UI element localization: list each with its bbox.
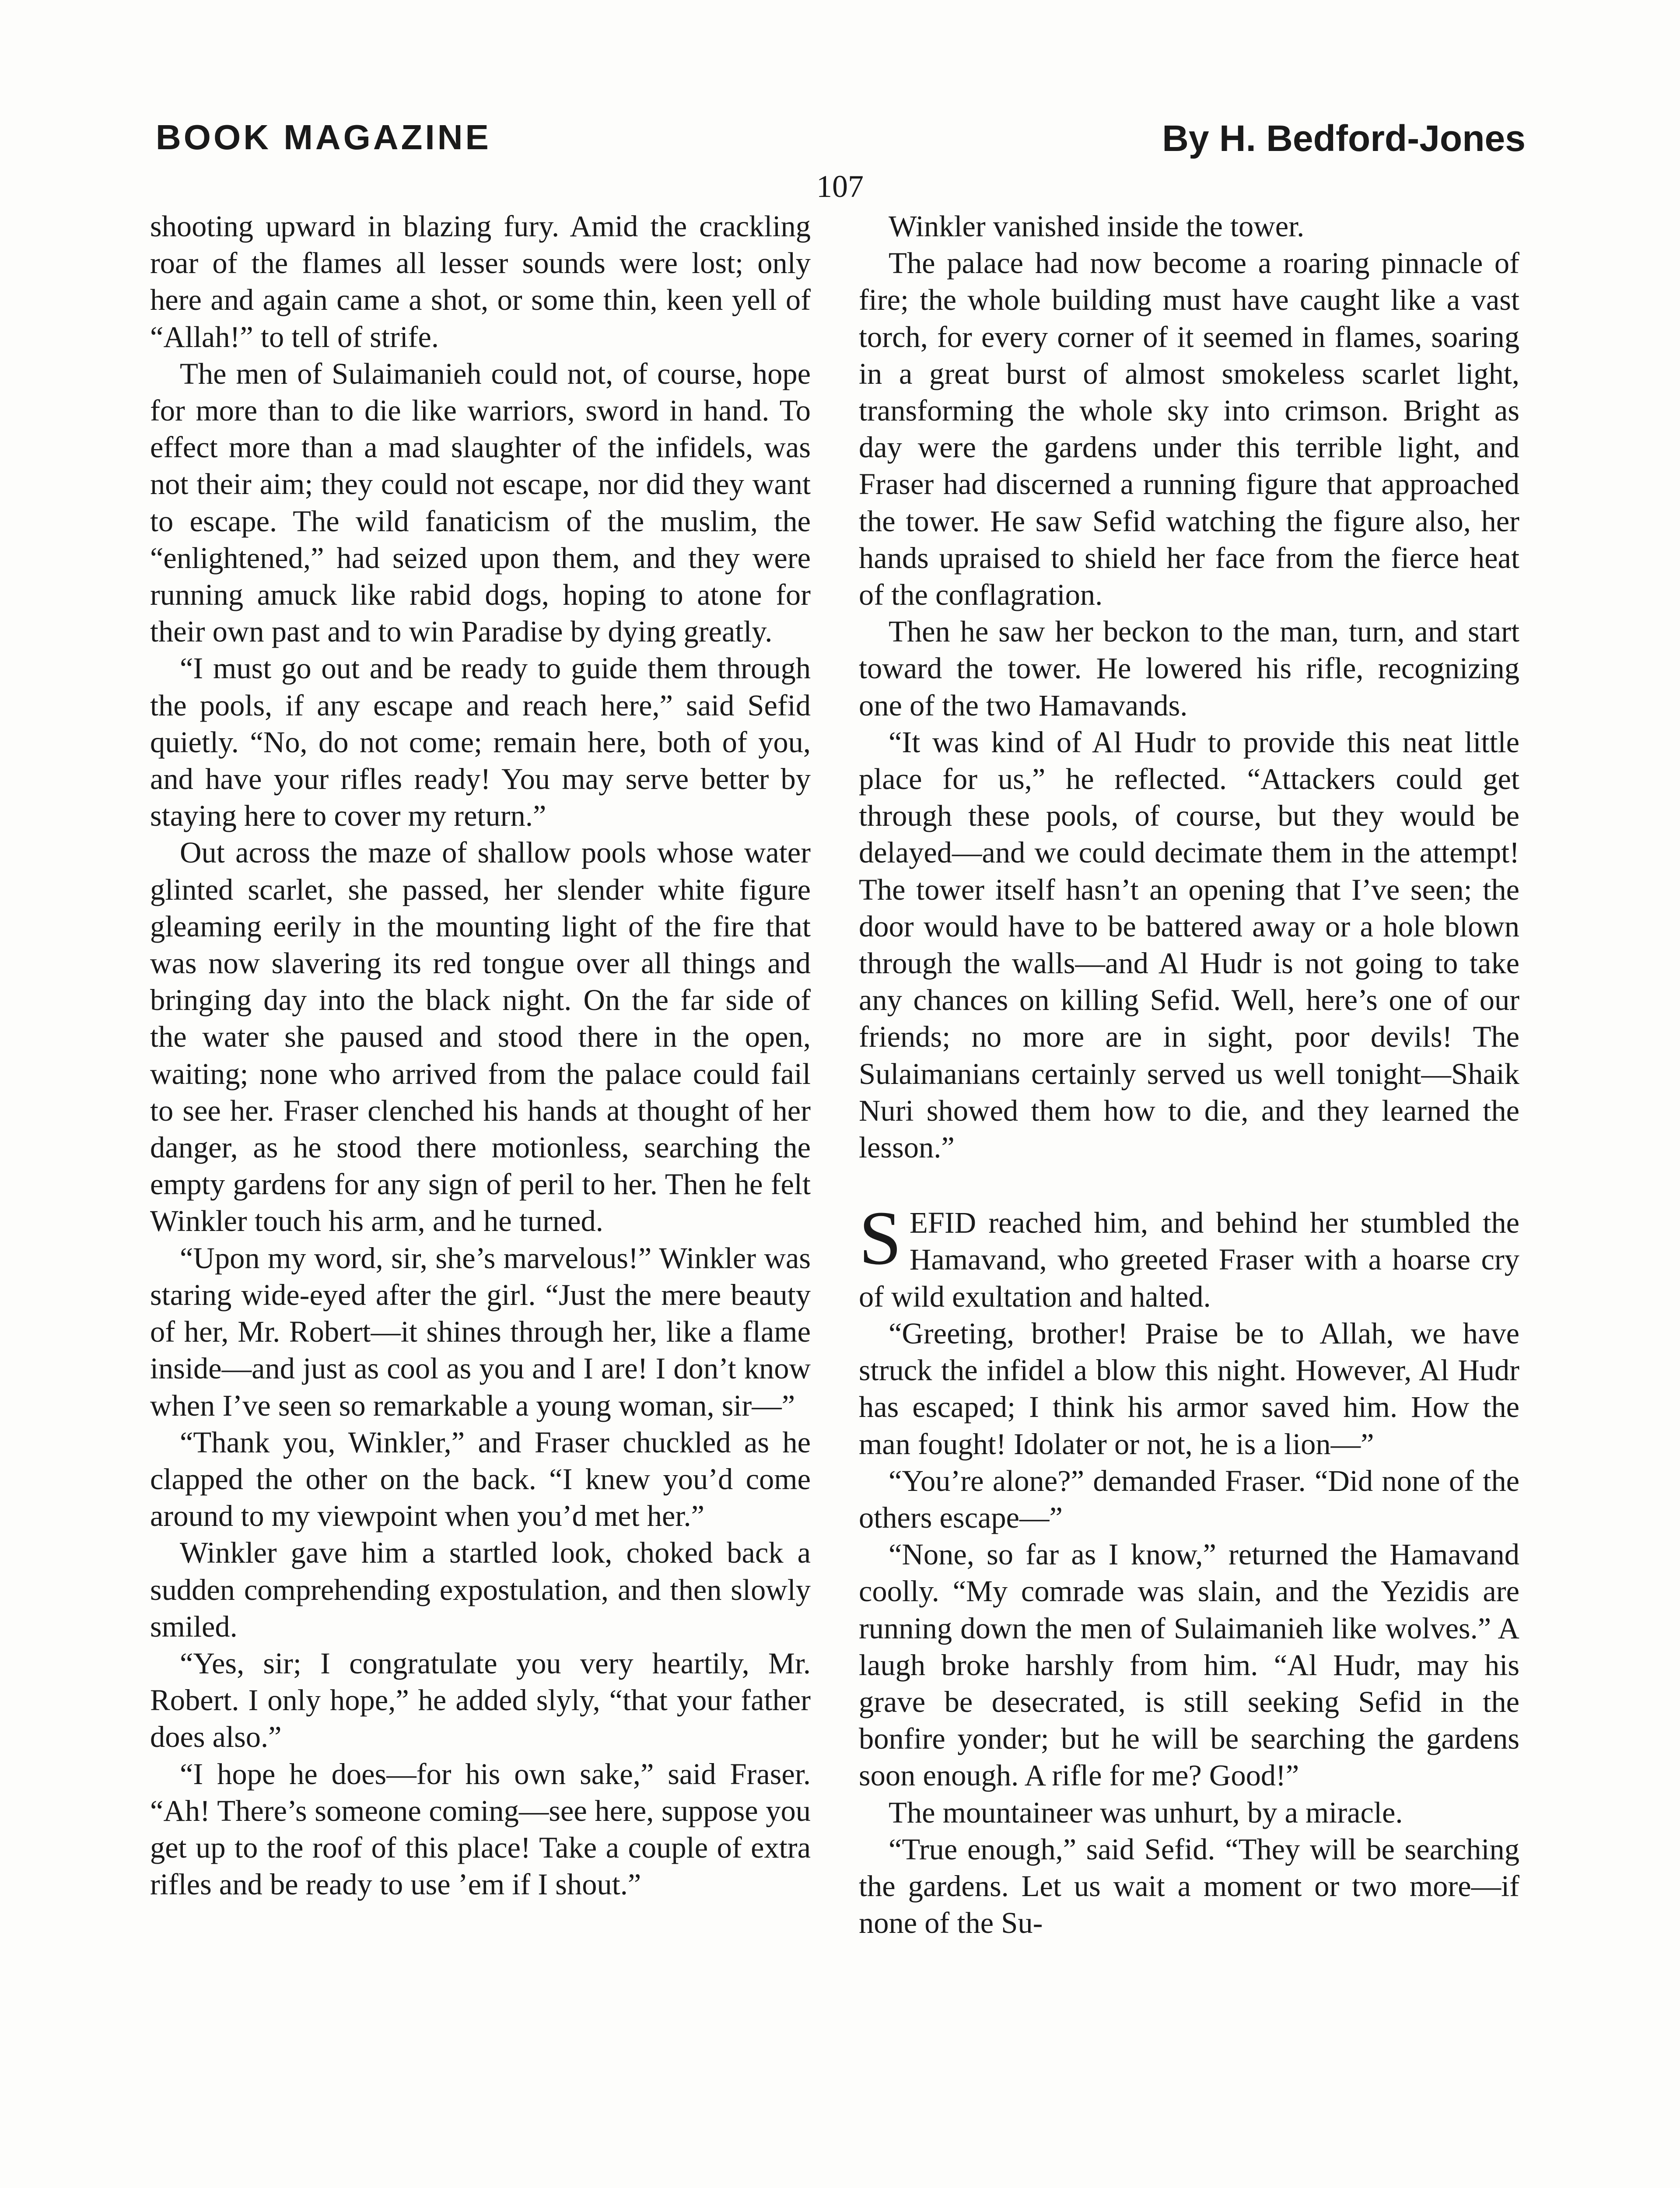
paragraph-text: reached him, and behind her stumbled the Hamavand, who greeted Fraser with a hoarse cry of wild exultation and halted.: [859, 1206, 1519, 1313]
paragraph: “Yes, sir; I congratulate you very heartily, Mr. Robert. I only hope,” he added slyly, “that your father does also.”: [150, 1646, 811, 1754]
running-header-author: By H. Bedford-Jones: [1162, 118, 1526, 159]
paragraph: Winkler vanished inside the tower.: [889, 210, 1305, 243]
drop-cap-initial: S: [859, 1196, 902, 1281]
paragraph: The mountaineer was unhurt, by a miracle.: [889, 1795, 1403, 1829]
paragraph: “None, so far as I know,” returned the Hamavand coolly. “My comrade was slain, and the Yezidis are running down the men of Sulaimanieh like wolves.” A laugh broke harshly from him. “Al Hudr, may his grave be desecrated, is still seeking Sefid in the bonfire yonder; but he will be searching the gardens soon enough. A rifle for me? Good!”: [859, 1538, 1519, 1792]
paragraph: “I hope he does—for his own sake,” said Fraser. “Ah! There’s someone coming—see here, suppose you get up to the roof of this place! Take a couple of extra rifles and be ready to use ’em if I shout.”: [150, 1757, 811, 1901]
drop-cap-lead-word: EFID: [909, 1206, 976, 1240]
paragraph: “It was kind of Al Hudr to provide this neat little place for us,” he reflected. “Attackers could get through these pools, of course, but they would be delayed—and we could decimate them in the attempt! The tower itself hasn’t an opening that I’ve seen; the door would have to be battered away or a hole blown through the walls—and Al Hudr is not going to take any chances on killing Sefid. Well, here’s one of our friends; no more are in sight, poor devils! The Sulaimanians certainly served us well tonight—Shaik Nuri showed them how to die, and they learned the lesson.”: [859, 725, 1519, 1164]
paragraph: “Upon my word, sir, she’s marvelous!” Winkler was staring wide-eyed after the girl. “Just the mere beauty of her, Mr. Robert—it shines through her, like a flame inside—and just as cool as you and I are! I don’t know when I’ve seen so remarkable a young woman, sir—”: [150, 1241, 811, 1422]
paragraph: Out across the maze of shallow pools whose water glinted scarlet, she passed, her slender white figure gleaming eerily in the mounting light of the fire that was now slavering its red tongue over all things and bringing day into the black night. On the far side of the water she paused and stood there in the open, waiting; none who arrived from the palace could fail to see her. Fraser clenched his hands at thought of her danger, as he stood there motionless, searching the empty gardens for any sign of peril to her. Then he felt Winkler touch his arm, and he turned.: [150, 836, 811, 1238]
paragraph: “True enough,” said Sefid. “They will be searching the gardens. Let us wait a moment or two more—if none of the Su-: [859, 1832, 1519, 1940]
paragraph: “Greeting, brother! Praise be to Allah, we have struck the infidel a blow this night. However, Al Hudr has escaped; I think his armor saved him. How the man fought! Idolater or not, he is a lion—”: [859, 1316, 1519, 1461]
right-text-column: [859, 208, 1519, 1941]
paragraph: shooting upward in blazing fury. Amid the crackling roar of the flames all lesser sounds were lost; only here and again came a shot, or some thin, keen yell of “Allah!” to tell of strife.: [150, 210, 811, 354]
page-number: 107: [816, 169, 864, 204]
left-text-column: [150, 208, 811, 1903]
paragraph: Then he saw her beckon to the man, turn, and start toward the tower. He lowered his rifle, recognizing one of the two Hamavands.: [859, 615, 1519, 722]
paragraph: “I must go out and be ready to guide them through the pools, if any escape and reach here,” said Sefid quietly. “No, do not come; remain here, both of you, and have your rifles ready! You may serve better by staying here to cover my return.”: [150, 652, 811, 833]
paragraph: The men of Sulaimanieh could not, of course, hope for more than to die like warriors, sword in hand. To effect more than a mad slaughter of the infidels, was not their aim; they could not escape, nor did they want to escape. The wild fanaticism of the muslim, the “enlightened,” had seized upon them, and they were running amuck like rabid dogs, hoping to atone for their own past and to win Paradise by dying greatly.: [150, 357, 811, 649]
section-opening-paragraph: [859, 1196, 1519, 1315]
paragraph: Winkler gave him a startled look, choked back a sudden comprehending expostulation, and then slowly smiled.: [150, 1536, 811, 1643]
running-header-publication: BOOK MAGAZINE: [156, 118, 491, 157]
paragraph: “Thank you, Winkler,” and Fraser chuckled as he clapped the other on the back. “I knew you’d come around to my viewpoint when you’d met her.”: [150, 1425, 811, 1533]
paragraph: “You’re alone?” demanded Fraser. “Did none of the others escape—”: [859, 1464, 1519, 1534]
paragraph: The palace had now become a roaring pinnacle of fire; the whole building must have caught like a vast torch, for every corner of it seemed in flames, soaring in a great burst of almost smokeless scarlet light, transforming the whole sky into crimson. Bright as day were the gardens under this terrible light, and Fraser had discerned a running figure that approached the tower. He saw Sefid watching the figure also, her hands upraised to shield her face from the fierce heat of the conflagration.: [859, 246, 1519, 612]
